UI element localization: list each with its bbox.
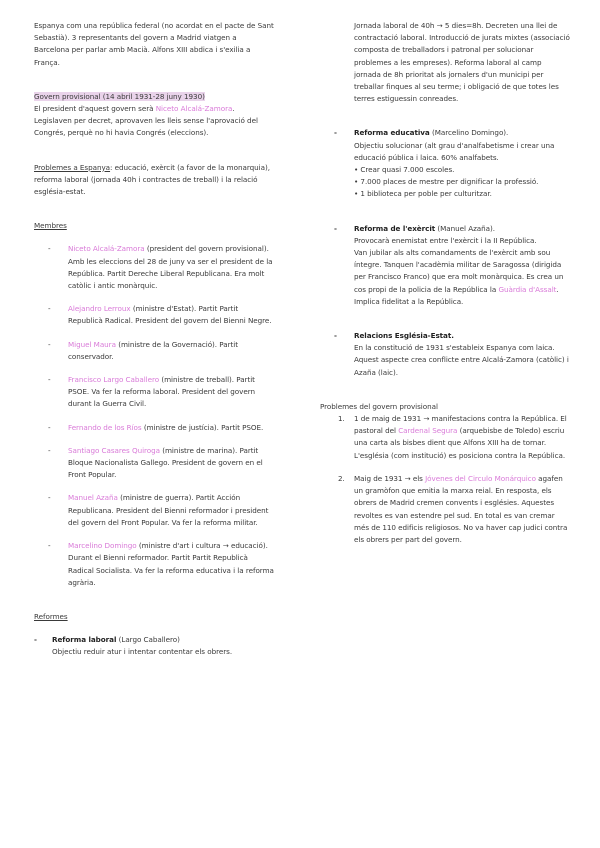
intro-paragraph: Espanya com una república federal (no acordat en el pacte de Sant Sebastià). 3 representants del govern a Madrid viatgen a Barcelona per parlar amb Macià. Alfons XIII abdica i s'exilia a França.: [34, 21, 274, 67]
reform-exercit-title: Reforma de l'exèrcit: [354, 223, 436, 233]
prob-govern-item: [320, 473, 570, 546]
member-name: Fernando de los Ríos: [68, 422, 142, 432]
member-description: (ministre de treball). Partit PSOE. Va fer la reforma laboral. President del govern durant la Guerra Civil.: [68, 375, 255, 409]
reform-exercit-details: [354, 247, 570, 308]
reformes-heading: Reformes: [34, 611, 68, 621]
member-item: - Santiago Casares Quiroga (ministre de marina). Partit Bloque Nacionalista Gallego. President de govern en el Front Popular.: [48, 445, 263, 480]
reform-educativa-text: Objectiu solucionar (alt grau d'analfabetisme i crear una educació pública i laica. 60% analfabets.: [354, 140, 555, 162]
member-name: Santiago Casares Quiroga: [68, 445, 160, 455]
member-name: Alejandro Lerroux: [68, 304, 131, 314]
guardia-assalt: Guàrdia d'Assalt: [498, 284, 557, 294]
member-name: Niceto Alcalá-Zamora: [68, 244, 145, 254]
govern-heading: [34, 91, 274, 103]
prob-govern-list: [320, 413, 570, 546]
reform-esglesia: - Relacions Església-Estat. En la constitució de 1931 s'estableix Espanya com laica. Aquest aspecte crea conflicte entre Alcalá-Zamora (catòlic) i Azaña (laic).: [320, 330, 570, 379]
prob-govern-heading: Problemes del govern provisional: [320, 401, 438, 411]
member-description: (ministre d'art i cultura → educació). Durant el Bienni reformador. Partit Partit Republicà Radical Socialista. Va fer la reforma educativa i la reforma agrària.: [68, 541, 274, 587]
reform-educativa-bullet: • 7.000 places de mestre per dignificar la professió.: [354, 177, 539, 187]
govern-president: [34, 103, 274, 115]
problemes-paragraph: [34, 162, 274, 199]
reform-laboral-title: Reforma laboral: [52, 635, 117, 645]
govern-president-prefix: El president d'aquest govern serà: [34, 104, 156, 114]
member-item: - Miguel Maura (ministre de la Governació). Partit conservador.: [48, 339, 238, 361]
member-description: (ministre de la Governació). Partit conservador.: [68, 339, 238, 361]
member-name: Francisco Largo Caballero: [68, 375, 160, 385]
prob-govern-item-prefix: Maig de 1931 → els: [354, 473, 426, 483]
cardenal-segura: Cardenal Segura: [398, 426, 458, 436]
item-number: 1.: [338, 414, 345, 424]
reform-laboral-continuation: Jornada laboral de 40h → 5 dies=8h. Decreten una llei de contractació laboral. Introducció de jurats mixtes (associació composta de treballadors i patronal per solucionar problemes a les empreses). Reforma laboral al camp jornada de 8h prioritat als jornalers d'un municipi per treballar finques al seu terme; i obligació de que totes les terres estiguessin conreades.: [354, 21, 570, 104]
reform-educativa-title: Reforma educativa: [354, 128, 430, 138]
jovenes-circulo: Jóvenes del Circulo Monárquico: [425, 473, 536, 483]
member-item: - Alejandro Lerroux (ministre d'Estat). Partit Partit Republicà Radical. President del govern del Bienni Negre.: [48, 304, 272, 326]
reform-educativa-bullet: • Crear quasi 7.000 escoles.: [354, 165, 455, 175]
reform-exercit-text: Provocarà enemistat entre l'exèrcit i la II República.: [354, 235, 537, 245]
prob-govern-item-suffix: agafen un gramòfon que emitia la marxa reial. En resposta, els obrers de Madrid cremen convents i esglésies. Aquestes revoltes es van estendre pel sud. En total es van cremar més de 110 edificis religiosos. No va haver cap judici contra els obrers per part del govern.: [354, 473, 568, 544]
member-description: (ministre de guerra). Partit Acción Republicana. President del Bienni reformador i president del govern del Front Popular. Va fer la reforma militar.: [68, 493, 269, 527]
member-name: Marcelino Domingo: [68, 541, 137, 551]
reform-educativa: - Reforma educativa (Marcelino Domingo). Objectiu solucionar (alt grau d'analfabetisme i crear una educació pública i laica. 60% analfabets. • Crear quasi 7.000 escoles. • 7.000 places de mestre per dignificar la professió. • 1 biblioteca per poble per culturitzar.: [320, 127, 570, 200]
reform-esglesia-title: Relacions Església-Estat.: [354, 331, 454, 341]
prob-govern-item: [320, 413, 570, 462]
member-item: - Marcelino Domingo (ministre d'art i cultura → educació). Durant el Bienni reformador. Partit Partit Republicà Radical Socialista. Va fer la reforma educativa i la reforma agrària.: [48, 541, 274, 587]
president-name: Niceto Alcalá-Zamora: [155, 104, 233, 114]
member-name: Manuel Azaña: [68, 493, 118, 503]
reform-exercit: - Reforma de l'exèrcit (Manuel Azaña). Provocarà enemistat entre l'exèrcit i la II República. Van jubilar als alts comandaments de l'exèrcit amb sou íntegre. Tanquen l'acadèmia militar de Saragossa (dirigida per Francisco Franco) que era molt monàrquica. Es crea un cos propi de la policia de la República la Guàrdia d'Assalt. Implica fidelitat a la República.: [320, 223, 570, 308]
member-description: (ministre d'Estat). Partit Partit Republicà Radical. President del govern del Bienni Negre.: [68, 304, 272, 326]
reform-educativa-author: (Marcelino Domingo).: [429, 128, 509, 138]
reform-exercit-author: (Manuel Azaña).: [435, 223, 495, 233]
prob-govern-item-prefix: 1 de maig de 1931 → manifestacions contra la República. El pastoral del: [354, 414, 567, 436]
reform-laboral-text: Objectiu reduir atur i intentar contentar els obrers.: [52, 647, 233, 657]
member-item: - Fernando de los Ríos (ministre de justícia). Partit PSOE.: [48, 422, 264, 432]
membres-heading: Membres: [34, 221, 67, 231]
member-item: - Niceto Alcalá-Zamora (president del govern provisional). Amb les eleccions del 28 de juny va ser el president de la República. Partit Dereche Liberal Republicana. Era molt catòlic i antic monàrquic.: [48, 244, 273, 291]
reform-laboral: - Reforma laboral (Largo Caballero) Objectiu reduir atur i intentar contentar els obrers.: [34, 634, 274, 658]
member-name: Miguel Maura: [68, 339, 116, 349]
reform-educativa-bullet: • 1 biblioteca per poble per culturitzar.: [354, 189, 492, 199]
member-description: (ministre de marina). Partit Bloque Nacionalista Gallego. President de govern en el Front Popular.: [68, 445, 263, 480]
prob-govern-item-suffix: (arquebisbe de Toledo) escriu una carta als bisbes dient que Alfons XIII ha de tornar. L'església (com institució) es posiciona contra la República.: [354, 426, 566, 460]
govern-description: Legislaven per decret, aprovaven les lleis sense l'aprovació del Congrés, perquè no hi havia Congrés (eleccions).: [34, 116, 258, 138]
members-list: [34, 243, 274, 588]
problemes-text: : educació, exèrcit (a favor de la monarquia), reforma laboral (jornada 40h i contractes de treball) i la relació església-estat.: [34, 162, 270, 197]
reform-exercit-details-suffix: . Implica fidelitat a la República.: [354, 284, 559, 306]
reform-laboral-author: (Largo Caballero): [116, 635, 180, 645]
left-column: [34, 20, 274, 659]
reforms-list-right: [320, 127, 570, 378]
member-description: (ministre de justícia). Partit PSOE.: [141, 422, 264, 432]
item-number: 2.: [338, 473, 345, 483]
reform-exercit-details-prefix: Van jubilar als alts comandaments de l'exèrcit amb sou íntegre. Tanquen l'acadèmia militar de Saragossa (dirigida per Francisco Franco) que era molt monàrquica. Es crea un cos propi de la policia de la República la: [354, 248, 564, 294]
govern-president-suffix: .: [232, 104, 235, 114]
reforms-list-left: [34, 634, 274, 658]
member-description: (president del govern provisional). Amb les eleccions del 28 de juny va ser el president de la República. Partit Dereche Liberal Republicana. Era molt catòlic i antic monàrquic.: [68, 244, 273, 291]
problemes-label: Problemes a Espanya: [34, 162, 111, 172]
govern-label: Govern provisional (14 abril 1931-28 juny 1930): [34, 91, 205, 101]
right-column: [320, 20, 570, 546]
reform-esglesia-text: En la constitució de 1931 s'estableix Espanya com laica. Aquest aspecte crea conflicte entre Alcalá-Zamora (catòlic) i Azaña (laic).: [354, 343, 569, 377]
member-item: - Francisco Largo Caballero (ministre de treball). Partit PSOE. Va fer la reforma laboral. President del govern durant la Guerra Civil.: [48, 375, 255, 409]
member-item: - Manuel Azaña (ministre de guerra). Partit Acción Republicana. President del Bienni reformador i president del govern del Front Popular. Va fer la reforma militar.: [48, 493, 269, 527]
